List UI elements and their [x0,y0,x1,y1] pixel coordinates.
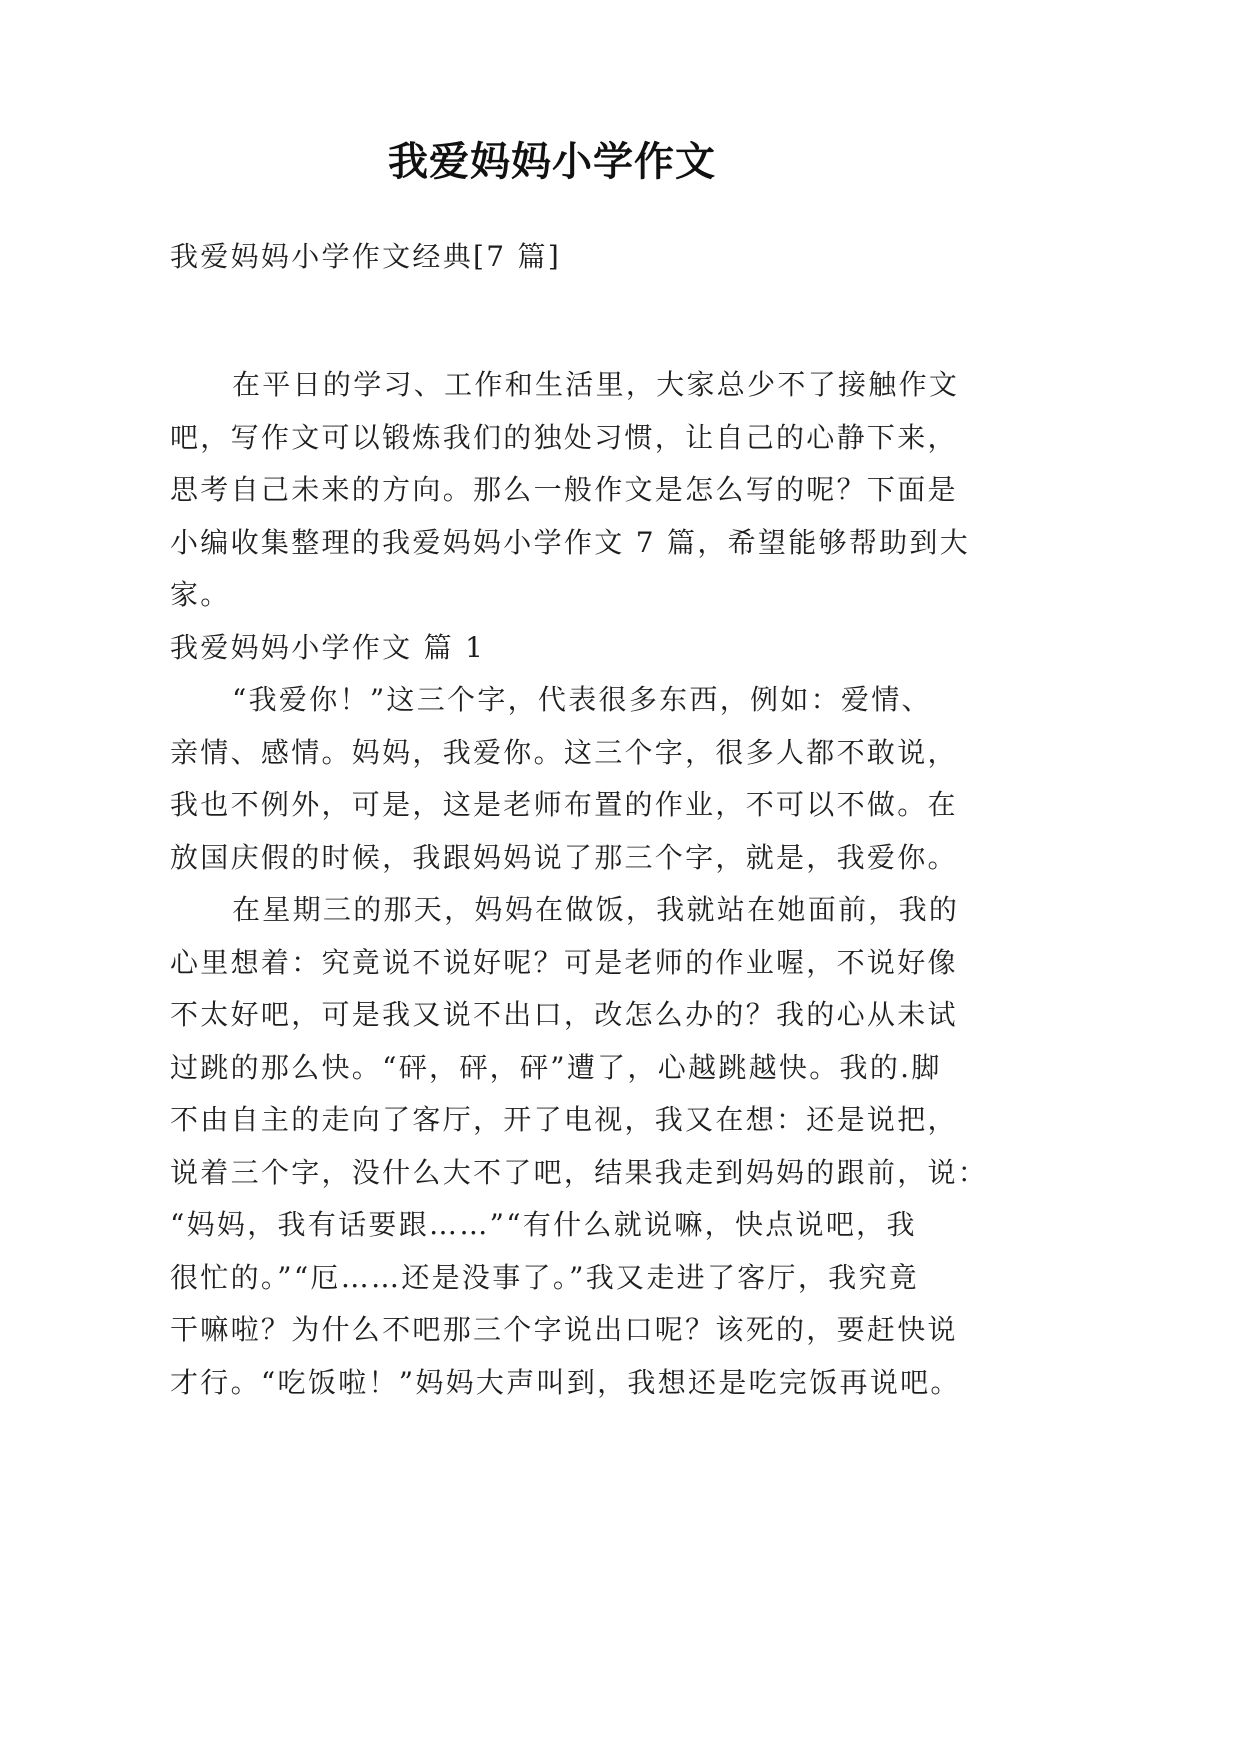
paragraph-line: 过跳的那么快。“砰，砰，砰”遭了，心越跳越快。我的.脚 [170,1050,942,1084]
paragraph-line: 在平日的学习、工作和生活里，大家总少不了接触作文 [232,368,960,401]
essay-paragraph [170,884,1070,1409]
paragraph-line: 吧，写作文可以锻炼我们的独处习惯，让自己的心静下来， [170,420,958,454]
paragraph-line: 才行。“吃饭啦！”妈妈大声叫到，我想还是吃完饭再说吧。 [170,1365,961,1399]
paragraph-line: “我爱你！”这三个字，代表很多东西，例如：爱情、 [232,683,932,716]
paragraph-line: 放国庆假的时候，我跟妈妈说了那三个字，就是，我爱你。 [170,840,958,874]
paragraph-line: 很忙的。”“厄……还是没事了。”我又走进了客厅，我究竟 [170,1260,920,1294]
paragraph-line: 说着三个字，没什么大不了吧，结果我走到妈妈的跟前，说： [170,1155,989,1189]
document-title: 我爱妈妈小学作文 [388,138,716,185]
essay-paragraph [170,674,1070,884]
paragraph-line: 我也不例外，可是，这是老师布置的作业，不可以不做。在 [170,788,958,821]
paragraph-line: 不太好吧，可是我又说不出口，改怎么办的？我的心从未试 [170,998,958,1031]
paragraph-line: 在星期三的那天，妈妈在做饭，我就站在她面前，我的 [232,893,960,926]
document-body [170,359,1070,1409]
paragraph-line: 家。 [170,578,231,611]
intro-paragraph [170,359,1070,622]
paragraph-line: “妈妈，我有话要跟……”“有什么就说嘛，快点说吧，我 [170,1208,917,1241]
paragraph-line: 干嘛啦？为什么不吧那三个字说出口呢？该死的，要赶快说 [170,1313,958,1346]
paragraph-line: 小编收集整理的我爱妈妈小学作文 7 篇，希望能够帮助到大 [170,525,971,559]
section-heading: 我爱妈妈小学作文 篇 1 [170,630,486,664]
paragraph-line: 不由自主的走向了客厅，开了电视，我又在想：还是说把， [170,1103,958,1136]
paragraph-line: 亲情、感情。妈妈，我爱你。这三个字，很多人都不敢说， [170,735,958,769]
document-subtitle: 我爱妈妈小学作文经典[7 篇] [170,240,562,273]
paragraph-line: 思考自己未来的方向。那么一般作文是怎么写的呢？下面是 [170,473,958,506]
paragraph-line: 心里想着：究竟说不说好呢？可是老师的作业喔，不说好像 [170,945,958,979]
